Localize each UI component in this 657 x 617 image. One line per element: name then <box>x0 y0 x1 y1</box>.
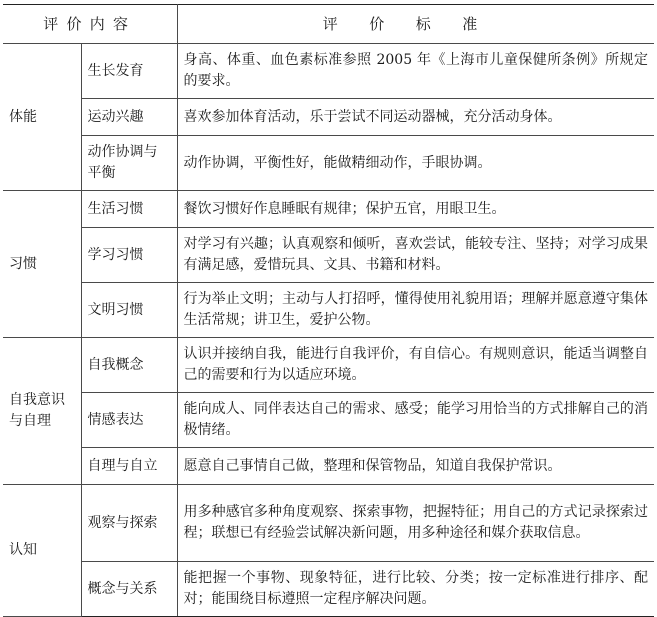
table-row <box>3 448 654 485</box>
table-row <box>3 562 654 617</box>
standard-cell: 身高、体重、血色素标准参照 2005 年《上海市儿童保健所条例》所规定的要求。 <box>177 44 654 99</box>
standard-cell: 餐饮习惯好作息睡眠有规律；保护五官，用眼卫生。 <box>177 191 654 228</box>
item-cell: 观察与探索 <box>81 485 177 562</box>
item-cell: 自理与自立 <box>81 448 177 485</box>
table-row <box>3 228 654 283</box>
table-row <box>3 485 654 562</box>
table-row <box>3 136 654 191</box>
dimension-cell: 自我意识与自理 <box>3 338 81 485</box>
dimension-cell: 习惯 <box>3 191 81 338</box>
standard-cell: 行为举止文明；主动与人打招呼，懂得使用礼貌用语；理解并愿意遵守集体生活常规；讲卫生，爱护公物。 <box>177 283 654 338</box>
standard-cell: 能向成人、同伴表达自己的需求、感受；能学习用恰当的方式排解自己的消极情绪。 <box>177 393 654 448</box>
item-cell: 文明习惯 <box>81 283 177 338</box>
standard-cell: 喜欢参加体育活动，乐于尝试不同运动器械，充分活动身体。 <box>177 99 654 136</box>
header-evaluation-standard: 评价标准 <box>177 5 654 44</box>
standard-cell: 动作协调，平衡性好，能做精细动作，手眼协调。 <box>177 136 654 191</box>
item-cell: 运动兴趣 <box>81 99 177 136</box>
standard-cell: 对学习有兴趣；认真观察和倾听，喜欢尝试，能较专注、坚持；对学习成果有满足感，爱惜玩具、文具、书籍和材料。 <box>177 228 654 283</box>
table-row <box>3 99 654 136</box>
standard-cell: 能把握一个事物、现象特征，进行比较、分类；按一定标准进行排序、配对；能围绕目标遵照一定程序解决问题。 <box>177 562 654 617</box>
table-row <box>3 44 654 99</box>
header-evaluation-content: 评价内容 <box>3 5 177 44</box>
standard-cell: 用多种感官多种角度观察、探索事物，把握特征；用自己的方式记录探索过程；联想已有经验尝试解决新问题，用多种途径和媒介获取信息。 <box>177 485 654 562</box>
evaluation-table <box>3 4 654 617</box>
standard-cell: 认识并接纳自我，能进行自我评价，有自信心。有规则意识，能适当调整自己的需要和行为以适应环境。 <box>177 338 654 393</box>
table-row <box>3 393 654 448</box>
item-cell: 情感表达 <box>81 393 177 448</box>
standard-cell: 愿意自己事情自己做，整理和保管物品，知道自我保护常识。 <box>177 448 654 485</box>
item-cell: 动作协调与平衡 <box>81 136 177 191</box>
item-cell: 自我概念 <box>81 338 177 393</box>
dimension-cell: 体能 <box>3 44 81 191</box>
item-cell: 生长发育 <box>81 44 177 99</box>
item-cell: 生活习惯 <box>81 191 177 228</box>
item-cell: 学习习惯 <box>81 228 177 283</box>
table-row <box>3 283 654 338</box>
header-row <box>3 5 654 44</box>
dimension-cell: 认知 <box>3 485 81 617</box>
item-cell: 概念与关系 <box>81 562 177 617</box>
table-row <box>3 191 654 228</box>
table-row <box>3 338 654 393</box>
